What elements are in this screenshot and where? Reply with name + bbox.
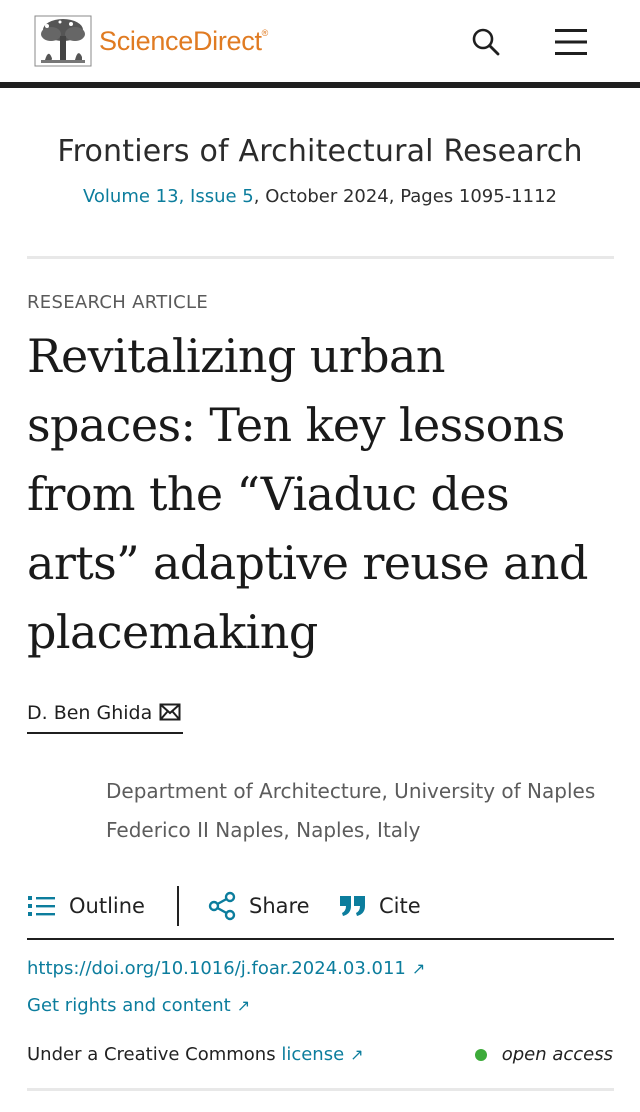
share-label: Share <box>249 894 310 918</box>
share-button[interactable] <box>207 884 310 928</box>
outline-button[interactable] <box>27 884 145 928</box>
cite-label: Cite <box>379 894 421 918</box>
elsevier-tree-icon <box>33 14 93 68</box>
author-name: D. Ben Ghida <box>27 702 153 724</box>
open-access-dot-icon <box>475 1049 487 1061</box>
section-divider <box>27 256 614 259</box>
issue-info <box>0 186 640 207</box>
author-link[interactable] <box>27 702 183 734</box>
author-affiliation: Department of Architecture, University of Naples Federico II Naples, Naples, Italy <box>106 779 596 842</box>
quote-icon <box>339 895 367 917</box>
journal-title[interactable]: Frontiers of Architectural Research <box>57 134 583 169</box>
external-link-icon: ↗ <box>411 959 426 978</box>
article-actions <box>27 884 617 928</box>
license-row <box>27 1044 364 1065</box>
open-access-label: open access <box>501 1044 613 1065</box>
search-icon <box>470 26 502 58</box>
site-header <box>0 0 640 82</box>
cite-button[interactable] <box>339 884 421 928</box>
doi-row <box>27 958 425 979</box>
outline-label: Outline <box>69 894 145 918</box>
action-separator <box>177 886 179 926</box>
rights-link[interactable]: Get rights and content <box>27 995 231 1016</box>
volume-issue-link[interactable]: Volume 13, Issue 5 <box>83 186 254 207</box>
external-link-icon: ↗ <box>236 996 251 1015</box>
license-prefix: Under a Creative Commons <box>27 1044 282 1065</box>
issue-details: , October 2024, Pages 1095-1112 <box>253 186 557 207</box>
email-icon <box>159 703 181 721</box>
bottom-divider <box>27 1088 614 1091</box>
hamburger-menu-icon <box>553 27 589 57</box>
license-link[interactable]: license <box>281 1044 345 1065</box>
outline-list-icon <box>27 894 57 918</box>
article-title: Revitalizing urban spaces: Ten key lessons from the “Viaduc des arts” adaptive reuse and placemaking <box>27 329 588 659</box>
rights-row <box>27 995 250 1016</box>
logo-text: ScienceDirect® <box>99 25 269 56</box>
header-divider <box>0 82 640 88</box>
search-button[interactable] <box>470 26 502 58</box>
external-link-icon: ↗ <box>350 1045 364 1064</box>
menu-button[interactable] <box>553 27 589 57</box>
sciencedirect-logo[interactable] <box>33 14 268 68</box>
doi-link[interactable]: https://doi.org/10.1016/j.foar.2024.03.011 <box>27 958 406 979</box>
share-icon <box>207 891 237 921</box>
article-type: RESEARCH ARTICLE <box>27 292 209 313</box>
open-access-badge <box>475 1044 613 1065</box>
actions-divider <box>27 938 614 940</box>
